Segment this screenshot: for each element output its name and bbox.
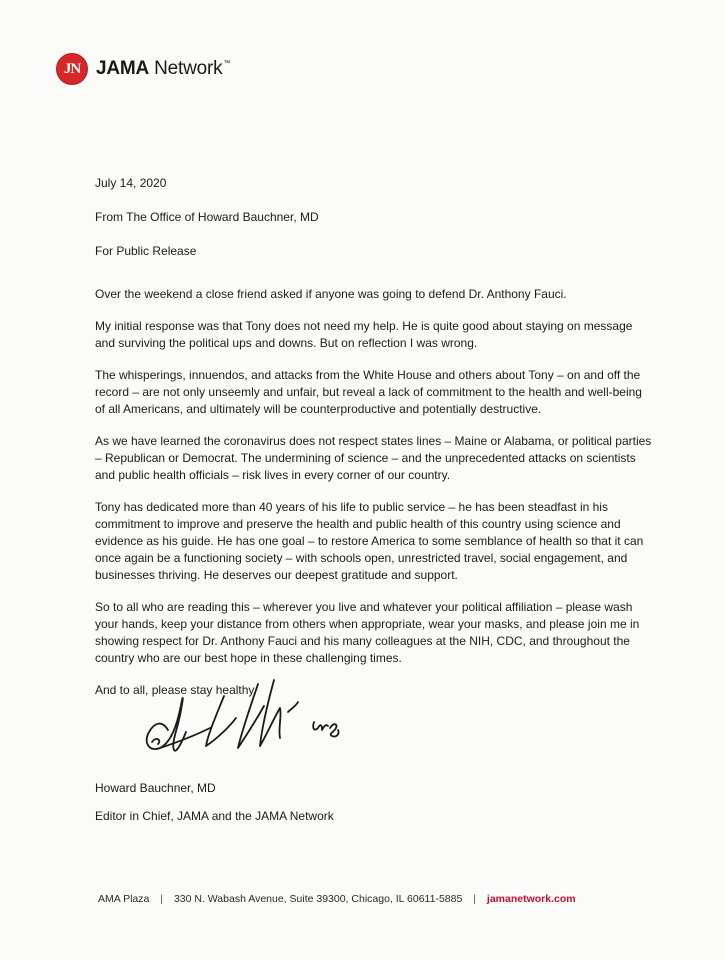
signatory-title: Editor in Chief, JAMA and the JAMA Network [95,809,334,823]
release-note: For Public Release [95,244,197,258]
jama-network-logo [56,53,88,85]
footer-address: 330 N. Wabash Avenue, Suite 39300, Chicago, IL 60611-5885 [173,893,463,905]
trademark-mark: ™ [223,60,231,67]
handwritten-signature [138,672,368,762]
footer-org: AMA Plaza [98,893,150,905]
paragraph: Tony has dedicated more than 40 years of his life to public service – he has been steadfast in his commitment to improve and preserve the health and public health of this country using science and evidence as his guide. He has one goal – to restore America to some semblance of health so that it can once again be a functioning society – with schools open, unrestricted travel, social engagement, and businesses thriving. He deserves our deepest gratitude and support. [95,500,644,582]
closing-line: And to all, please stay healthy. [95,683,257,697]
letter-from: From The Office of Howard Bauchner, MD [95,210,319,224]
paragraph: My initial response was that Tony does not need my help. He is quite good about staying on message and surviving the political ups and downs. But on reflection I was wrong. [95,319,633,350]
brand-bold: JAMA [96,58,150,79]
brand-name [96,58,230,80]
brand-regular: Network [149,58,223,79]
footer-separator: | [160,893,164,905]
paragraph: As we have learned the coronavirus does not respect states lines – Maine or Alabama, or political parties – Republican or Democrat. The undermining of science – and the unprecedented attacks on scientists and public health officials – risk lives in every corner of our country. [95,434,652,482]
paragraph: The whisperings, innuendos, and attacks from the White House and others about Tony – on and off the record – are not only unseemly and unfair, but reveal a lack of commitment to the health and well-being of all Americans, and ultimately will be counterproductive and potentially destructive. [95,368,642,416]
signatory-name: Howard Bauchner, MD [95,781,216,795]
logo-initials: JN [63,60,81,77]
paragraph: So to all who are reading this – wherever you live and whatever your political affiliation – please wash your hands, keep your distance from others when appropriate, wear your masks, and please join me in showing respect for Dr. Anthony Fauci and his many colleagues at the NIH, CDC, and throughout the country who are our best hope in these challenging times. [95,600,640,665]
letter-body [95,175,655,699]
footer-separator: | [473,893,476,905]
letterhead-footer [98,893,576,905]
letterhead [56,52,230,86]
footer-website-link[interactable]: jamanetwork.com [486,893,576,905]
paragraph: Over the weekend a close friend asked if anyone was going to defend Dr. Anthony Fauci. [95,287,567,301]
letter-date: July 14, 2020 [95,176,167,190]
